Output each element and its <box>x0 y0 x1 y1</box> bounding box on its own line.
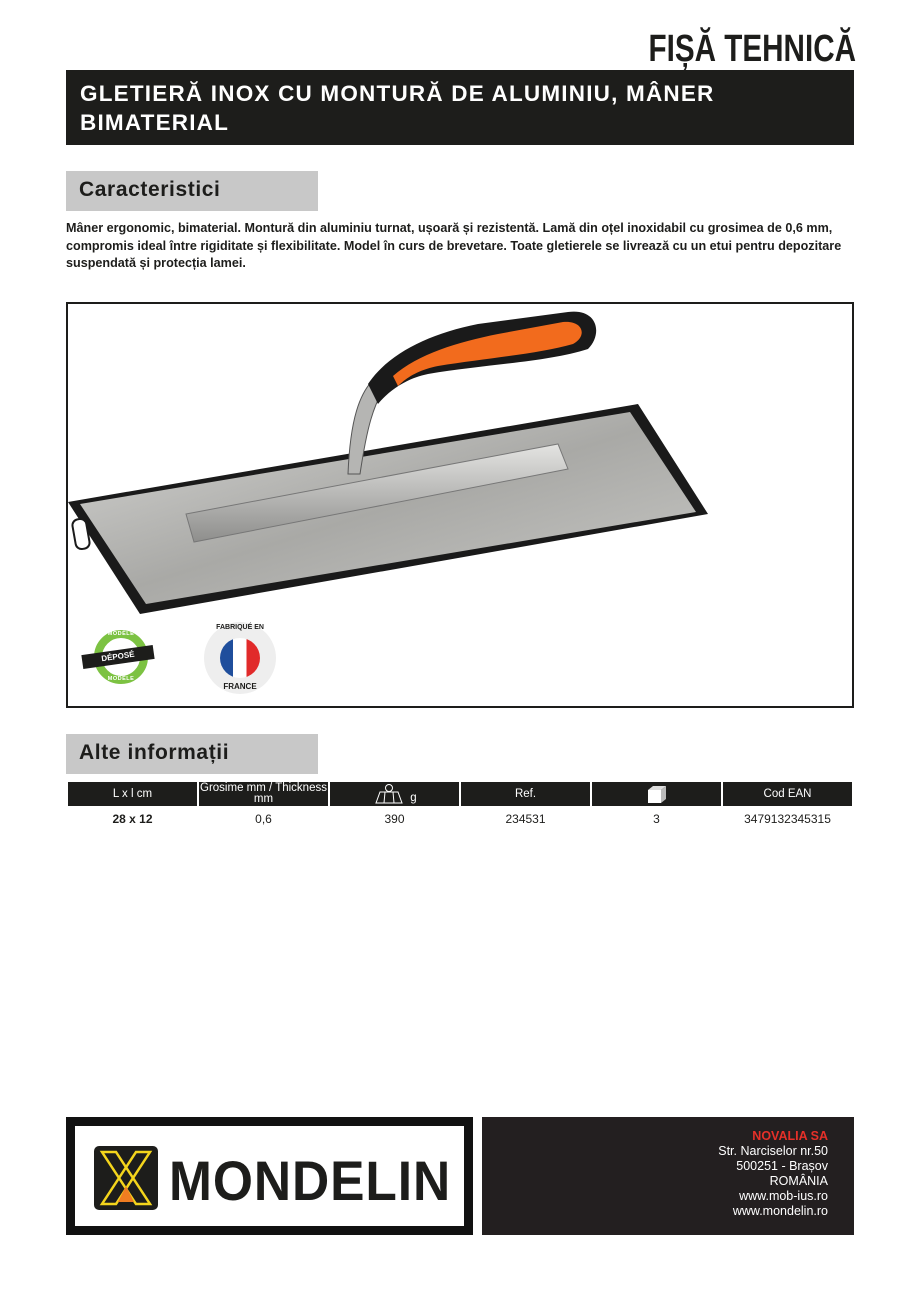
table-header-row <box>68 782 852 806</box>
depose-badge-top-text: MODÈLE <box>107 631 135 637</box>
mondelin-logo: MONDELIN <box>66 1117 473 1235</box>
product-info-table <box>66 782 854 826</box>
product-image <box>66 302 854 708</box>
section-heading-other-info: Alte informații <box>66 734 318 774</box>
product-title-band <box>66 70 854 145</box>
col-pack <box>592 782 721 806</box>
made-in-france-badge: FABRIQUÉ EN FRANCE <box>204 622 276 694</box>
col-dimensions: L x l cm <box>68 782 197 806</box>
france-flag-icon <box>220 638 260 678</box>
website-link[interactable]: www.mondelin.ro <box>732 1204 828 1218</box>
col-weight: g <box>330 782 459 806</box>
table-row: 28 x 12 0,6 390 234531 3 3479132345315 <box>112 812 831 826</box>
depose-badge: MODÈLE MODÈLE DÉPOSÉ <box>82 630 154 686</box>
box-icon <box>646 784 668 804</box>
col-ean: Cod EAN <box>723 782 852 806</box>
company-name: NOVALIA SA <box>752 1129 828 1143</box>
product-title-line2: BIMATERIAL <box>80 110 230 135</box>
doc-type-title: FIȘĂ TEHNICĂ <box>648 28 856 70</box>
mondelin-emblem-icon <box>94 1146 158 1210</box>
weight-icon <box>372 784 406 804</box>
trowel-illustration <box>68 304 852 706</box>
characteristics-text: Mâner ergonomic, bimaterial. Montură din aluminiu turnat, ușoară și rezistentă. Lamă din oțel inoxidabil cu grosimea de 0,6 mm, compromis ideal între rigiditate și flexibilitate. Model în curs de brevetare. Toate gletierele se livrează cu un etui pentru depozitare suspendată și protecția lamei. <box>66 221 842 270</box>
col-ref: Ref. <box>461 782 590 806</box>
col-thickness: Grosime mm / Thickness mm <box>200 782 327 805</box>
section-heading-characteristics: Caracteristici <box>66 171 318 211</box>
steel-blade <box>80 412 696 604</box>
website-link[interactable]: www.mob-ius.ro <box>739 1189 828 1203</box>
product-title-line1: GLETIERĂ INOX CU MONTURĂ DE ALUMINIU, MÂNER <box>80 81 715 106</box>
depose-badge-bottom-text: MODÈLE <box>107 676 135 682</box>
company-address: NOVALIA SA Str. Narciselor nr.50 500251 - Brașov ROMÂNIA www.mob-ius.ro www.mondelin.ro <box>482 1117 854 1235</box>
